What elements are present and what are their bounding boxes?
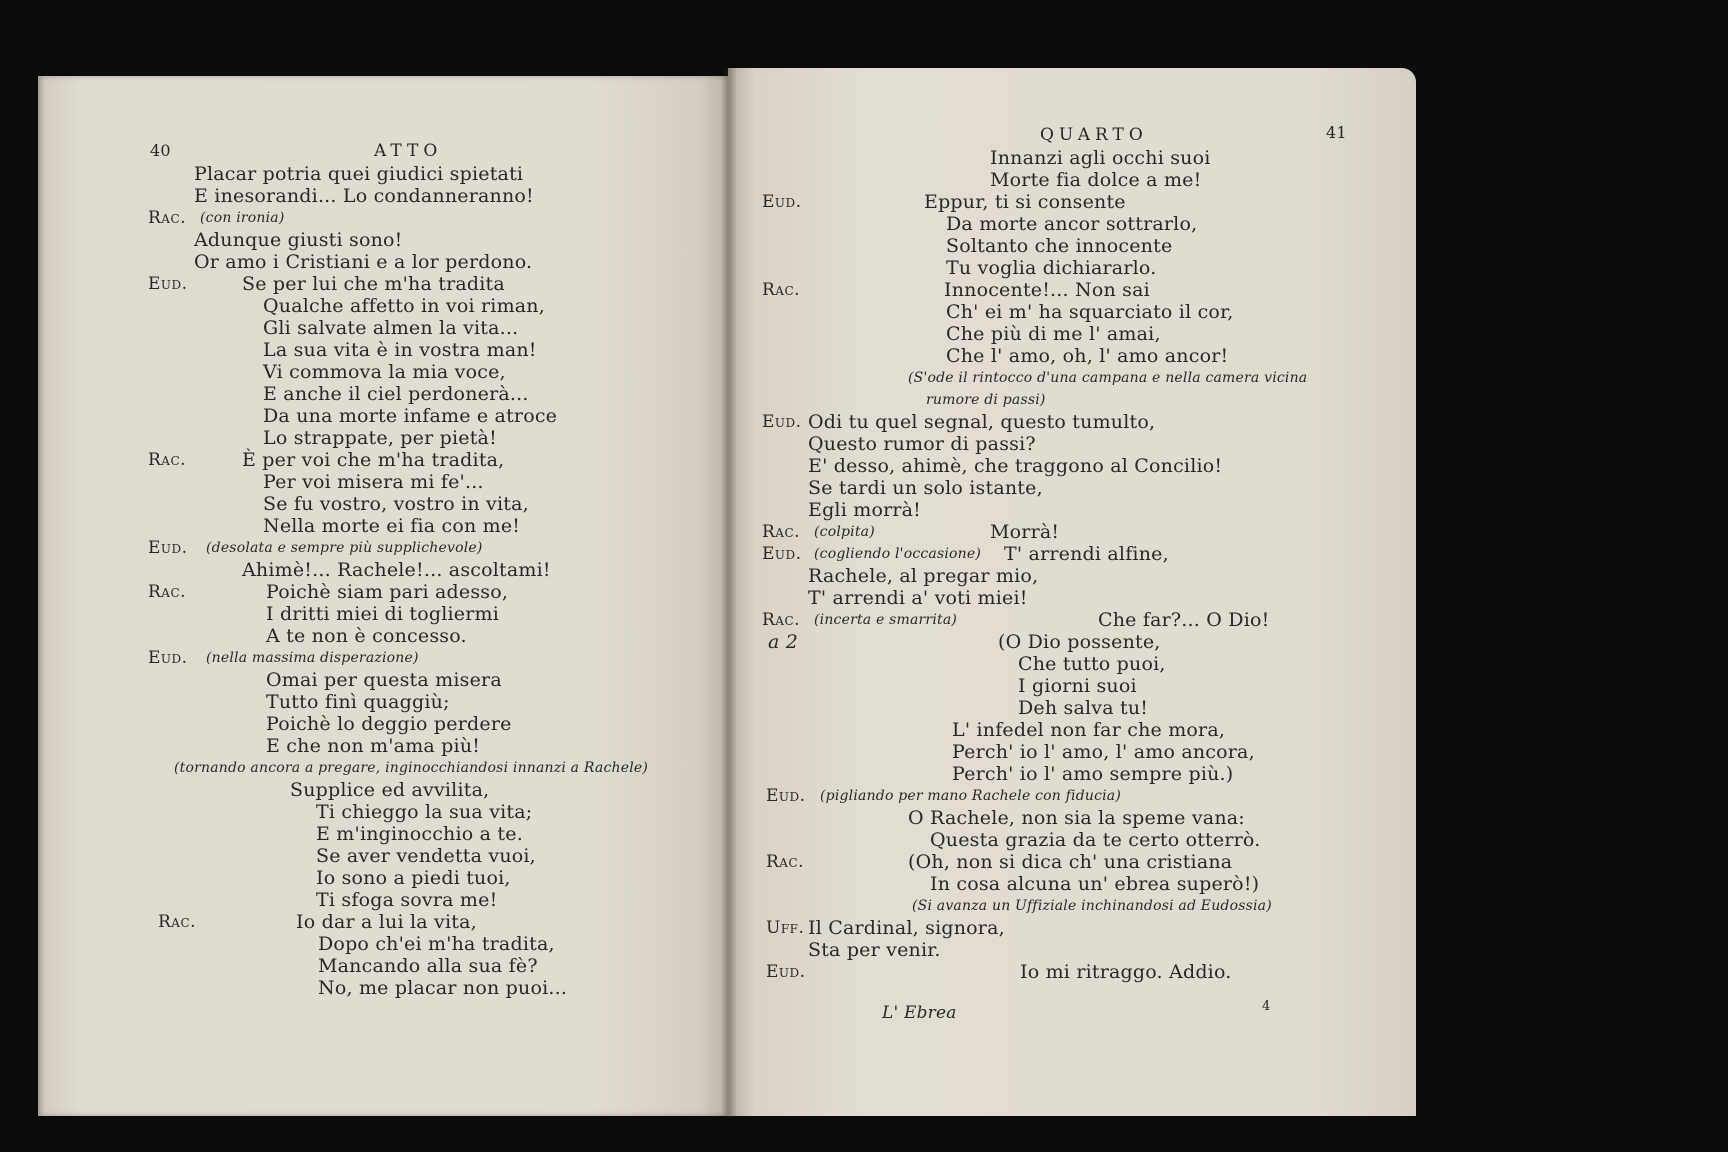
verse-line: Ahimè!... Rachele!... ascoltami! (242, 559, 551, 581)
verse-line: Per voi misera mi fe'... (263, 471, 484, 493)
page-number-right: 41 (1326, 123, 1347, 142)
book-spine (722, 68, 736, 1118)
verse-line: Placar potria quei giudici spietati (194, 163, 524, 185)
verse-line: Rachele, al pregar mio, (808, 565, 1039, 587)
verse-line: Deh salva tu! (1018, 697, 1149, 719)
stage-direction: (incerta e smarrita) (814, 612, 958, 628)
verse-line: I giorni suoi (1018, 675, 1137, 697)
verse-line: Omai per questa misera (266, 669, 502, 691)
verse-line: Innanzi agli occhi suoi (990, 147, 1211, 169)
verse-line: Che far?... O Dio! (1098, 609, 1270, 631)
verse-line: Dopo ch'ei m'ha tradita, (318, 933, 555, 955)
stage-direction: rumore di passi) (926, 392, 1046, 408)
verse-line: I dritti miei di togliermi (266, 603, 499, 625)
verse-line: Io sono a piedi tuoi, (316, 867, 511, 889)
verse-line: Il Cardinal, signora, (808, 917, 1005, 939)
verse-line: Se per lui che m'ha tradita (242, 273, 505, 295)
speaker-label: Rac. (762, 280, 801, 300)
stage-direction: (pigliando per mano Rachele con fiducia) (820, 788, 1121, 804)
verse-line: Mancando alla sua fè? (318, 955, 538, 977)
speaker-label: Rac. (762, 522, 801, 542)
page-number-left: 40 (150, 141, 171, 160)
verse-line: (O Dio possente, (998, 631, 1161, 653)
verse-line: Adunque giusti sono! (194, 229, 403, 251)
verse-line: No, me placar non puoi... (318, 977, 568, 999)
speaker-label: Eud. (766, 786, 806, 806)
speaker-label: Rac. (766, 852, 805, 872)
verse-line: Perch' io l' amo, l' amo ancora, (952, 741, 1255, 763)
stage-direction: (colpita) (814, 524, 875, 540)
verse-line: Lo strappate, per pietà! (263, 427, 497, 449)
speaker-label: Eud. (762, 412, 802, 432)
stage-direction: (nella massima disperazione) (206, 650, 419, 666)
verse-line: Gli salvate almen la vita... (263, 317, 519, 339)
verse-line: O Rachele, non sia la speme vana: (908, 807, 1245, 829)
verse-line: Che più di me l' amai, (946, 323, 1161, 345)
right-page (728, 68, 1416, 1116)
footer-title: L' Ebrea (882, 1003, 957, 1023)
verse-line: Se fu vostro, vostro in vita, (263, 493, 529, 515)
verse-line: Perch' io l' amo sempre più.) (952, 763, 1234, 785)
speaker-label: Rac. (158, 912, 197, 932)
verse-line: Morrà! (990, 521, 1060, 543)
verse-line: Ch' ei m' ha squarciato il cor, (946, 301, 1234, 323)
speaker-label: Uff. (766, 918, 805, 938)
verse-line: In cosa alcuna un' ebrea superò!) (930, 873, 1260, 895)
verse-line: E' desso, ahimè, che traggono al Concilio! (808, 455, 1223, 477)
verse-line: T' arrendi a' voti miei! (808, 587, 1028, 609)
verse-line: Ti sfoga sovra me! (316, 889, 498, 911)
verse-line: E inesorandi... Lo condanneranno! (194, 185, 534, 207)
open-book (38, 68, 1428, 1130)
verse-line: Questo rumor di passi? (808, 433, 1036, 455)
left-page (38, 76, 728, 1116)
speaker-label: Rac. (148, 208, 187, 228)
verse-line: Io dar a lui la vita, (296, 911, 477, 933)
speaker-label: Eud. (766, 962, 806, 982)
verse-line: Che l' amo, oh, l' amo ancor! (946, 345, 1229, 367)
verse-line: Innocente!... Non sai (944, 279, 1150, 301)
stage-direction: (S'ode il rintocco d'una campana e nella camera vicina (908, 370, 1308, 386)
verse-line: Da morte ancor sottrarlo, (946, 213, 1198, 235)
stage-direction: (cogliendo l'occasione) (814, 546, 982, 562)
verse-line: Supplice ed avvilita, (290, 779, 490, 801)
verse-line: Qualche affetto in voi riman, (263, 295, 545, 317)
verse-line: Morte fia dolce a me! (990, 169, 1202, 191)
verse-line: Eppur, ti si consente (924, 191, 1126, 213)
verse-line: Poichè siam pari adesso, (266, 581, 509, 603)
verse-line: È per voi che m'ha tradita, (242, 449, 505, 471)
verse-line: Ti chieggo la sua vita; (316, 801, 533, 823)
verse-line: E che non m'ama più! (266, 735, 481, 757)
verse-line: Questa grazia da te certo otterrò. (930, 829, 1261, 851)
stage-direction: (Si avanza un Uffiziale inchinandosi ad Eudossia) (912, 898, 1272, 914)
speaker-label: a 2 (768, 631, 799, 653)
verse-line: Soltanto che innocente (946, 235, 1173, 257)
speaker-label: Rac. (762, 610, 801, 630)
stage-direction: (desolata e sempre più supplichevole) (206, 540, 483, 556)
verse-line: Vi commova la mia voce, (263, 361, 506, 383)
verse-line: Poichè lo deggio perdere (266, 713, 512, 735)
verse-line: Nella morte ei fia con me! (263, 515, 521, 537)
speaker-label: Eud. (148, 648, 188, 668)
verse-line: Tutto finì quaggiù; (266, 691, 450, 713)
verse-line: Egli morrà! (808, 499, 922, 521)
speaker-label: Eud. (148, 538, 188, 558)
verse-line: La sua vita è in vostra man! (263, 339, 537, 361)
stage-direction: (con ironia) (200, 210, 285, 226)
signature-mark: 4 (1262, 999, 1271, 1014)
verse-line: E anche il ciel perdonerà... (263, 383, 529, 405)
verse-line: Odi tu quel segnal, questo tumulto, (808, 411, 1156, 433)
verse-line: L' infedel non far che mora, (952, 719, 1226, 741)
speaker-label: Eud. (148, 274, 188, 294)
speaker-label: Rac. (148, 582, 187, 602)
verse-line: Tu voglia dichiararlo. (946, 257, 1157, 279)
running-head-left: ATTO (374, 141, 443, 161)
verse-line: Se aver vendetta vuoi, (316, 845, 536, 867)
verse-line: (Oh, non si dica ch' una cristiana (908, 851, 1233, 873)
verse-line: Sta per venir. (808, 939, 941, 961)
running-head-right: QUARTO (1040, 125, 1148, 145)
verse-line: Io mi ritraggo. Addio. (1020, 961, 1232, 983)
verse-line: Che tutto puoi, (1018, 653, 1166, 675)
verse-line: Da una morte infame e atroce (263, 405, 558, 427)
stage-direction: (tornando ancora a pregare, inginocchiandosi innanzi a Rachele) (174, 760, 649, 776)
verse-line: A te non è concesso. (266, 625, 467, 647)
verse-line: Se tardi un solo istante, (808, 477, 1043, 499)
verse-line: Or amo i Cristiani e a lor perdono. (194, 251, 533, 273)
verse-line: E m'inginocchio a te. (316, 823, 523, 845)
speaker-label: Eud. (762, 192, 802, 212)
speaker-label: Eud. (762, 544, 802, 564)
speaker-label: Rac. (148, 450, 187, 470)
verse-line: T' arrendi alfine, (1004, 543, 1169, 565)
